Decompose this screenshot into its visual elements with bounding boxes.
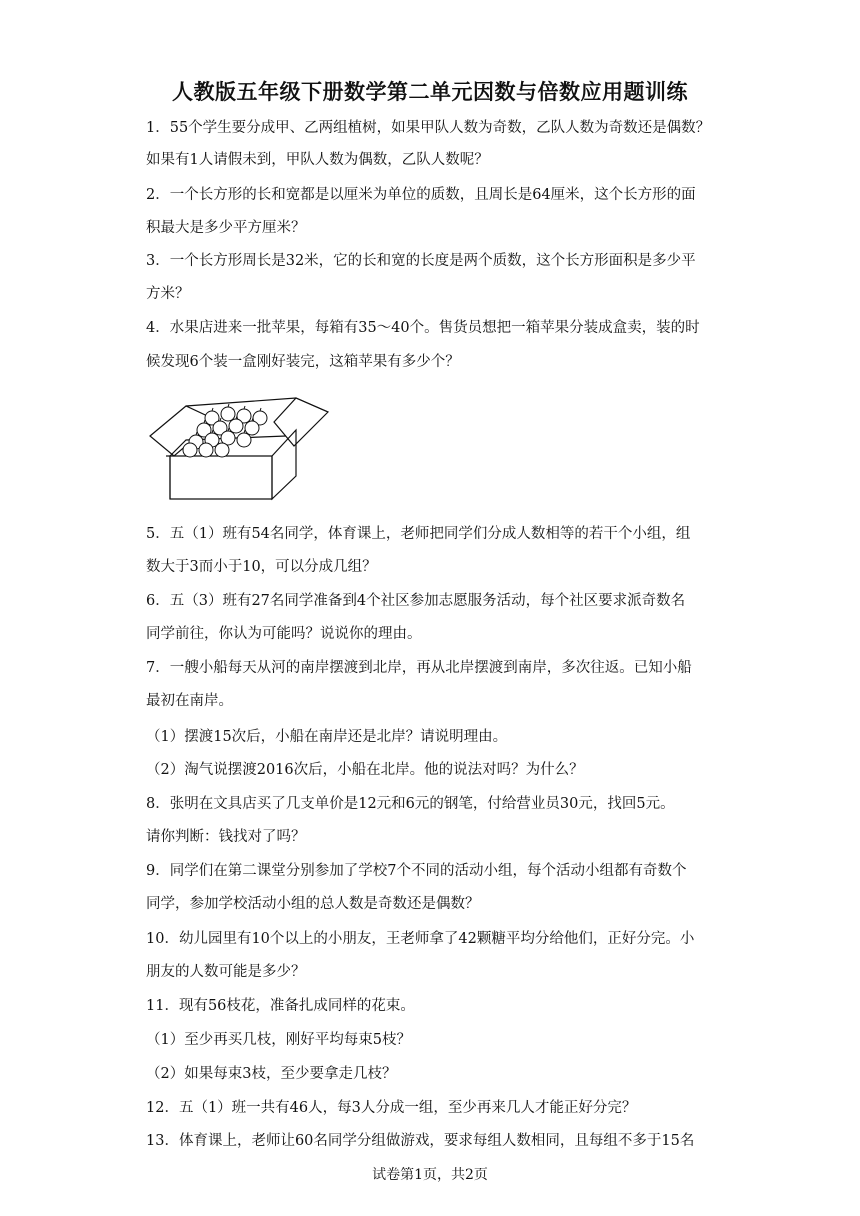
problem-5-line-1: 5．五（1）班有54名同学，体育课上，老师把同学们分成人数相等的若干个小组，组: [146, 526, 691, 542]
problem-3-line-1: 3．一个长方形周长是32米，它的长和宽的长度是两个质数，这个长方形面积是多少平: [146, 253, 696, 269]
problem-7-part-2: （2）淘气说摆渡2016次后，小船在北岸。他的说法对吗？为什么？: [146, 762, 584, 778]
problem-7-line-2: 最初在南岸。: [146, 693, 233, 709]
problem-1-line-1: 1．55个学生要分成甲、乙两组植树，如果甲队人数为奇数，乙队人数为奇数还是偶数？: [146, 120, 711, 136]
problem-10-line-1: 10．幼儿园里有10个以上的小朋友，王老师拿了42颗糖平均分给他们，正好分完。小: [146, 931, 695, 947]
problem-3-line-2: 方米？: [146, 286, 190, 302]
problem-4-line-2: 候发现6个装一盒刚好装完，这箱苹果有多少个？: [146, 354, 460, 370]
problem-7-line-1: 7．一艘小船每天从河的南岸摆渡到北岸，再从北岸摆渡到南岸，多次往返。已知小船: [146, 660, 692, 676]
problem-2-line-1: 2．一个长方形的长和宽都是以厘米为单位的质数，且周长是64厘米，这个长方形的面: [146, 187, 696, 203]
problem-7-part-1: （1）摆渡15次后，小船在南岸还是北岸？请说明理由。: [146, 729, 508, 745]
problem-10-line-2: 朋友的人数可能是多少？: [146, 964, 306, 980]
problem-11-line-1: 11．现有56枝花，准备扎成同样的花束。: [146, 998, 415, 1014]
problem-9-line-2: 同学，参加学校活动小组的总人数是奇数还是偶数？: [146, 896, 480, 912]
problem-6-line-2: 同学前往，你认为可能吗？说说你的理由。: [146, 626, 422, 642]
problem-11-part-2: （2）如果每束3枝，至少要拿走几枝？: [146, 1066, 397, 1082]
problem-2-line-2: 积最大是多少平方厘米？: [146, 220, 306, 236]
problem-6-line-1: 6．五（3）班有27名同学准备到4个社区参加志愿服务活动，每个社区要求派奇数名: [146, 593, 686, 609]
problem-8-line-2: 请你判断：钱找对了吗？: [146, 829, 306, 845]
problem-9-line-1: 9．同学们在第二课堂分别参加了学校7个不同的活动小组，每个活动小组都有奇数个: [146, 863, 687, 879]
apple-box-illustration: [146, 384, 340, 504]
problem-8-line-1: 8．张明在文具店买了几支单价是12元和6元的钢笔，付给营业员30元，找回5元。: [146, 796, 675, 812]
problem-13-line-1: 13．体育课上，老师让60名同学分组做游戏，要求每组人数相同，且每组不多于15名: [146, 1133, 695, 1149]
page-footer: 试卷第1页，共2页: [372, 1167, 488, 1183]
problem-5-line-2: 数大于3而小于10，可以分成几组？: [146, 559, 377, 575]
problem-12-line-1: 12．五（1）班一共有46人，每3人分成一组，至少再来几人才能正好分完？: [146, 1100, 637, 1116]
page-title: 人教版五年级下册数学第二单元因数与倍数应用题训练: [172, 80, 688, 104]
problem-11-part-1: （1）至少再买几枝，刚好平均每束5枝？: [146, 1032, 411, 1048]
problem-4-line-1: 4．水果店进来一批苹果，每箱有35～40个。售货员想把一箱苹果分装成盒卖，装的时: [146, 320, 700, 336]
problem-1-line-2: 如果有1人请假未到，甲队人数为偶数，乙队人数呢？: [146, 152, 489, 168]
